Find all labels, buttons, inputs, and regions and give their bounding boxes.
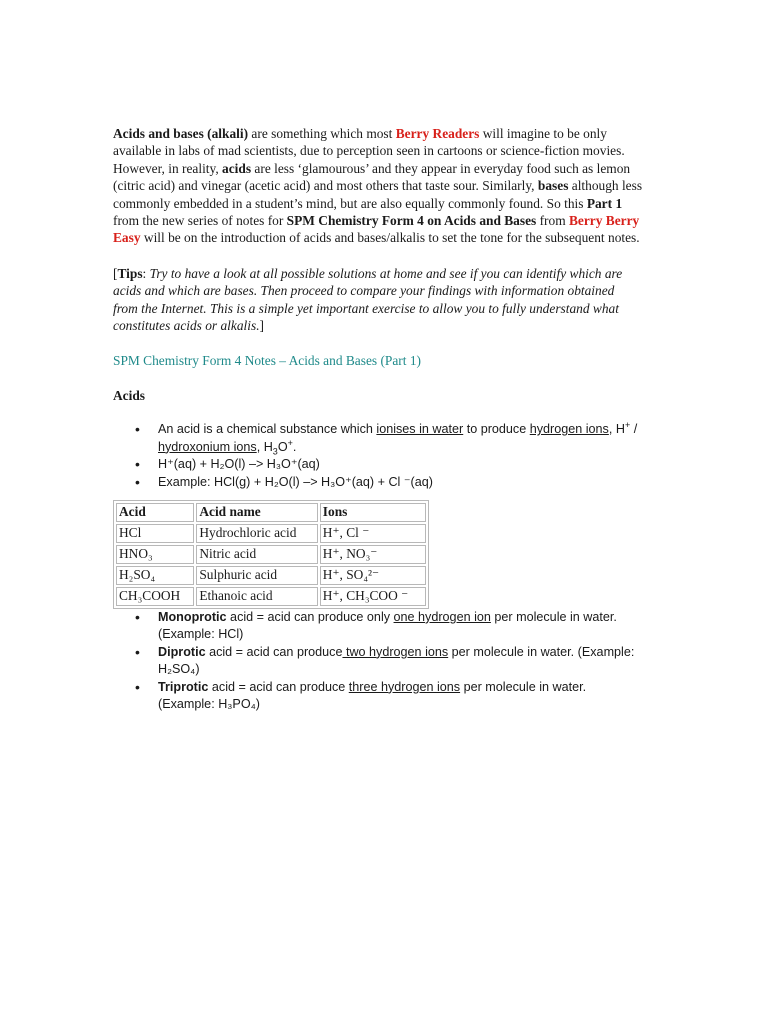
brand-name-link-2[interactable]: Berry Berry Easy xyxy=(113,213,640,246)
protic-list xyxy=(113,609,643,713)
table-header-cell: Acid xyxy=(116,503,194,522)
table-row xyxy=(116,587,426,606)
intro-bold-series: SPM Chemistry Form 4 on Acids and Bases xyxy=(286,213,537,229)
table-cell: H⁺, CH₃COO ⁻ xyxy=(320,587,426,606)
subscript: 3 xyxy=(272,446,278,457)
intro-bold-start: Acids and bases (alkali) xyxy=(113,126,249,141)
intro-paragraph xyxy=(113,125,643,247)
intro-text: from xyxy=(536,213,569,229)
list-text: . xyxy=(292,439,297,454)
table-cell: CH₃COOH xyxy=(116,587,194,606)
acid-table xyxy=(113,500,429,609)
tips-paragraph xyxy=(113,265,633,335)
underlined-text: one hydrogen ion xyxy=(393,609,491,624)
underlined-text: two hydrogen ions xyxy=(342,644,449,659)
intro-text: although less commonly embedded in a student’s mind, but are also equally commonly found. So this xyxy=(113,178,643,211)
table-cell: H⁺, NO₃⁻ xyxy=(320,545,426,564)
table-cell: HNO₃ xyxy=(116,545,194,564)
table-cell: H⁺, Cl ⁻ xyxy=(320,524,426,543)
section-title: SPM Chemistry Form 4 Notes – Acids and Bases (Part 1) xyxy=(113,353,421,369)
table-row xyxy=(116,566,426,585)
underlined-text: hydrogen ions xyxy=(529,422,609,437)
list-text: / xyxy=(630,422,638,437)
intro-bold-bases: bases xyxy=(537,178,569,194)
table-cell: H₂SO₄ xyxy=(116,566,194,585)
tips-bracket: ] xyxy=(259,318,265,334)
intro-text: are less ‘glamourous’ and they appear in everyday food such as lemon (citric acid) and vinegar (acetic acid) and most others that taste sour. Similarly, xyxy=(113,160,631,194)
table-cell: Sulphuric acid xyxy=(196,566,317,585)
term-bold: Diprotic xyxy=(158,644,206,659)
intro-text: will imagine to be only available in labs of mad scientists, due to perception seen in cartoons or science-fiction movies. However, in reality, xyxy=(113,126,625,176)
list-text: , H xyxy=(256,439,273,454)
superscript: + xyxy=(624,420,631,431)
underlined-text: hydroxonium ions xyxy=(158,439,257,454)
table-header-cell: Acid name xyxy=(196,503,317,522)
table-cell: Nitric acid xyxy=(196,545,317,564)
list-item-triprotic xyxy=(113,679,643,714)
list-item-monoprotic xyxy=(113,609,643,644)
intro-text: from the new series of notes for xyxy=(113,213,287,229)
list-item: • H⁺(aq) + H₂O(l) –> H₃O⁺(aq) xyxy=(113,456,643,473)
underlined-text: ionises in water xyxy=(376,422,464,437)
intro-text: are something which most xyxy=(248,126,396,141)
list-text: acid = acid can produce xyxy=(208,679,349,694)
list-text: per molecule in water. (Example: H₂SO₄) xyxy=(158,644,635,677)
document-content xyxy=(113,125,643,713)
list-text: per molecule in water. (Example: HCl) xyxy=(158,609,617,642)
intro-bold-part: Part 1 xyxy=(586,195,623,211)
list-item xyxy=(113,421,643,456)
table-cell: Hydrochloric acid xyxy=(196,524,317,543)
list-item-diprotic xyxy=(113,644,643,679)
list-text: per molecule in water. (Example: H₃PO₄) xyxy=(158,679,587,711)
tips-colon: : xyxy=(142,265,150,281)
intro-text: will be on the introduction of acids and bases/alkalis to set the tone for the subsequent notes. xyxy=(140,230,640,246)
table-row xyxy=(116,524,426,543)
table-header-cell: Ions xyxy=(320,503,426,522)
superscript: + xyxy=(287,437,293,448)
acids-heading: Acids xyxy=(113,387,145,403)
list-text: to produce xyxy=(463,422,530,437)
underlined-text: three hydrogen ions xyxy=(348,679,461,694)
term-bold: Triprotic xyxy=(158,679,209,694)
brand-name-link[interactable]: Berry Readers xyxy=(395,126,480,141)
tips-bracket: [ xyxy=(113,265,118,281)
intro-bold-acids: acids xyxy=(222,160,252,176)
list-text: O xyxy=(277,439,288,454)
tips-text: Try to have a look at all possible solutions at home and see if you can identify which are acids and which are bases. Then proceed to compare your findings with information obtained from the Internet. This is a simple yet important exercise to allow you to fully understand what constitutes acids or alkalis. xyxy=(113,265,623,334)
list-text: An acid is a chemical substance which xyxy=(158,422,377,437)
table-header-row xyxy=(116,503,426,522)
list-text: acid = acid can produce only xyxy=(226,609,394,624)
tips-label: Tips xyxy=(117,265,143,281)
list-text: acid = acid can produce xyxy=(205,644,343,659)
table-cell: H⁺, SO₄²⁻ xyxy=(320,566,426,585)
acid-definition-list xyxy=(113,421,643,491)
list-text: , H xyxy=(608,422,625,437)
table-cell: Ethanoic acid xyxy=(196,587,317,606)
term-bold: Monoprotic xyxy=(158,609,227,624)
table-row xyxy=(116,545,426,564)
table-cell: HCl xyxy=(116,524,194,543)
list-item: • Example: HCl(g) + H₂O(l) –> H₃O⁺(aq) + Cl ⁻(aq) xyxy=(113,474,643,491)
